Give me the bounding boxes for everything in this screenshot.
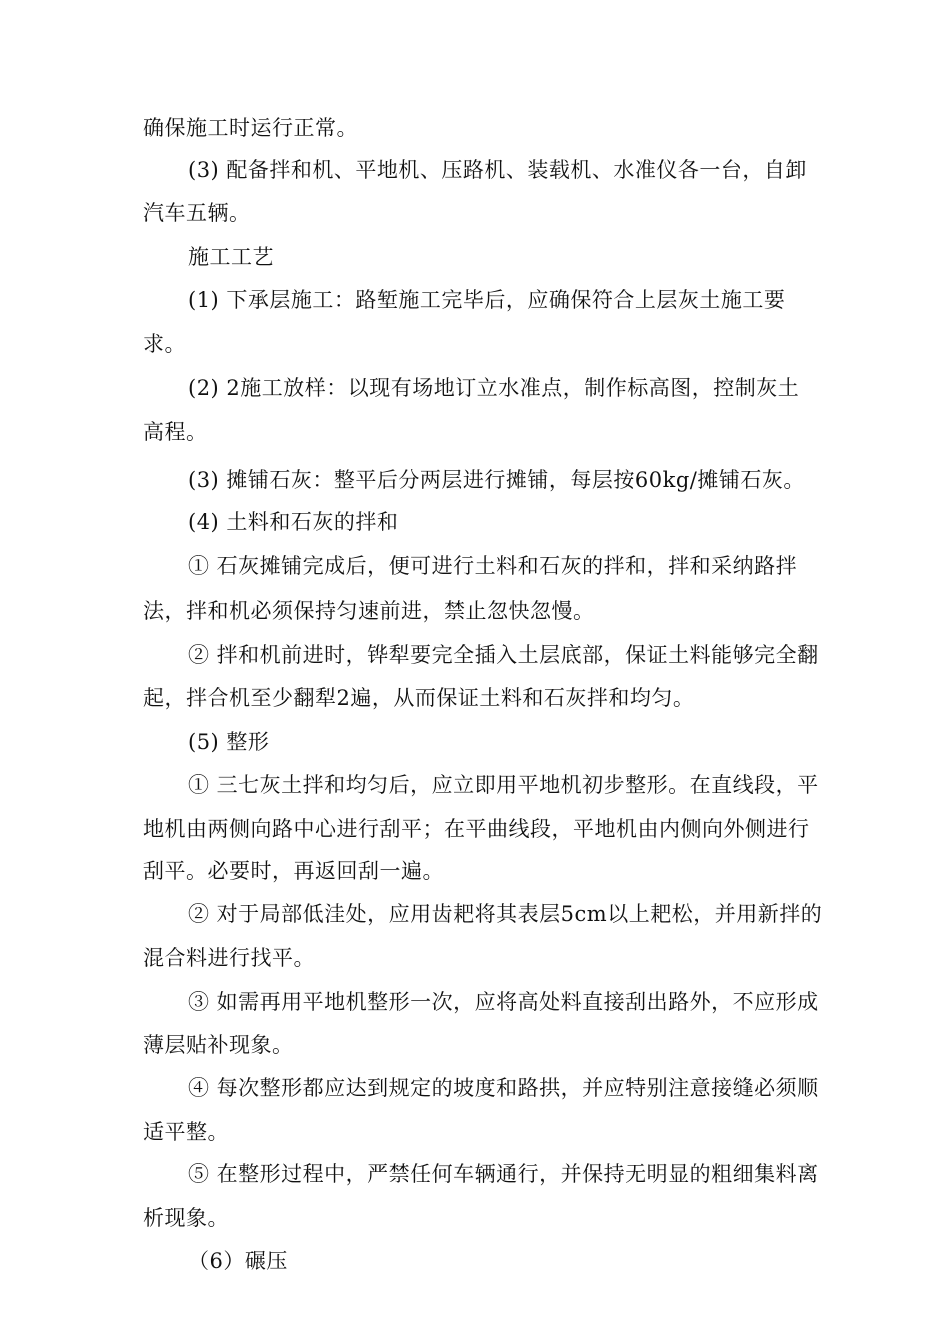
text-line: 刮平。必要时，再返回刮一遍。 <box>143 859 444 883</box>
text-line: ② 拌和机前进时，铧犁要完全插入土层底部，保证土料能够完全翻 <box>188 643 819 667</box>
text-line: 法，拌和机必须保持匀速前进，禁止忽快忽慢。 <box>143 599 595 623</box>
text-line: (3) 配备拌和机、平地机、压路机、装载机、水准仪各一台，自卸 <box>188 158 807 182</box>
text-line: (3) 摊铺石灰：整平后分两层进行摊铺，每层按60kg/摊铺石灰。 <box>188 468 805 492</box>
text-line: (2) 2施工放样：以现有场地订立水准点，制作标高图，控制灰土 <box>188 376 800 400</box>
text-line: (5) 整形 <box>188 730 270 754</box>
text-line: 析现象。 <box>143 1206 229 1230</box>
text-line: 求。 <box>143 332 186 356</box>
text-line: 高程。 <box>143 420 208 444</box>
text-line: 混合料进行找平。 <box>143 946 315 970</box>
section-heading: （6）碾压 <box>188 1249 288 1273</box>
text-line: 薄层贴补现象。 <box>143 1033 294 1057</box>
text-line: ④ 每次整形都应达到规定的坡度和路拱，并应特别注意接缝必须顺 <box>188 1076 819 1100</box>
text-line: 适平整。 <box>143 1120 229 1144</box>
text-line: (4) 土料和石灰的拌和 <box>188 510 399 534</box>
text-line: ② 对于局部低洼处，应用齿耙将其表层5cm以上耙松，并用新拌的 <box>188 902 823 926</box>
text-line: ① 三七灰土拌和均匀后，应立即用平地机初步整形。在直线段，平 <box>188 773 819 797</box>
text-line: ⑤ 在整形过程中，严禁任何车辆通行，并保持无明显的粗细集料离 <box>188 1162 819 1186</box>
section-heading: 施工工艺 <box>188 245 274 269</box>
text-line: ① 石灰摊铺完成后，便可进行土料和石灰的拌和，拌和采纳路拌 <box>188 554 798 578</box>
text-line: 地机由两侧向路中心进行刮平；在平曲线段，平地机由内侧向外侧进行 <box>143 817 810 841</box>
text-line: 汽车五辆。 <box>143 201 251 225</box>
text-line: (1) 下承层施工：路堑施工完毕后，应确保符合上层灰土施工要 <box>188 288 786 312</box>
text-line: 确保施工时运行正常。 <box>143 116 358 140</box>
text-line: ③ 如需再用平地机整形一次，应将高处料直接刮出路外，不应形成 <box>188 990 819 1014</box>
text-line: 起，拌合机至少翻犁2遍，从而保证土料和石灰拌和均匀。 <box>143 686 695 710</box>
